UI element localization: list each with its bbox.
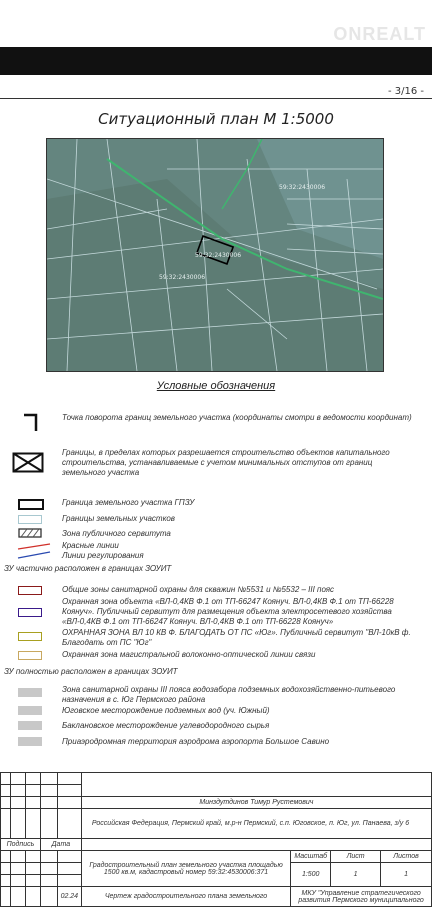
map-label-1: 59:32:2430006 [279, 184, 326, 191]
gray-swatch-4 [18, 737, 42, 746]
legend-item-a-1: Границы земельных участков [62, 514, 175, 523]
stamp-date-label: Дата [40, 839, 81, 851]
legend-turn-point: Точка поворота границ земельного участка (координаты смотри в ведомости координат) [62, 413, 412, 422]
fiber-zone-swatch [18, 651, 42, 660]
stamp-drawing: Чертеж градостроительного плана земельного [81, 887, 290, 907]
stamp-scale-value: 1:500 [291, 863, 331, 887]
stamp-sheet-value: 1 [331, 863, 381, 887]
building-limits-icon [12, 452, 44, 474]
stamp-author: Минздутдинов Тимур Рустемович [81, 797, 431, 809]
legend-item-c-3: Приаэродромная территория аэродрома аэропорта Большое Савино [62, 737, 330, 746]
servitude-zone-swatch [18, 528, 42, 538]
gpzu-boundary-swatch [18, 499, 44, 510]
viewer-header-bar [0, 47, 432, 75]
stamp-sheets-value: 1 [381, 863, 432, 887]
map-label-3: 59:32:2430006 [159, 274, 206, 281]
legend-item-b-1: Охранная зона объекта «ВЛ-0,4КВ Ф.1 от ТП-66247 Коянуч. ВЛ-0,4КВ Ф.1 от ТП-66228 Коянуч». Публичный сервитут для размещения объекта электросетевого хозяйства «ВЛ-0,4КВ Ф.1 от ТП-66247 Коянуч. ВЛ-0,4КВ Ф.1 от ТП-66228 Коянуч» [62, 597, 394, 626]
section-partial-heading: ЗУ частично расположен в границах ЗОУИТ [4, 564, 172, 573]
legend-item-c-0: Зона санитарной охраны III пояса водозабора подземных водохозяйственно-питьевого назначения в с. Юг Пермского района [62, 685, 396, 704]
gray-swatch-3 [18, 721, 42, 730]
red-blue-lines-icon [16, 541, 52, 561]
power-line-zone-swatch [18, 608, 42, 617]
title-block [0, 772, 432, 907]
legend-item-a-3: Красные линии [62, 541, 119, 550]
situational-map [46, 138, 384, 372]
legend-item-b-0: Общие зоны санитарной охраны для скважин №5531 и №5532 – III пояс [62, 585, 335, 594]
gray-swatch-1 [18, 688, 42, 697]
stamp-sheets-label: Листов [381, 851, 432, 863]
map-label-2: 59:32:2430006 [195, 252, 242, 259]
legend-item-a-2: Зона публичного сервитута [62, 529, 171, 538]
legend-item-c-2: Баклановское месторождение углеводородного сырья [62, 721, 270, 730]
page-number: - 3/16 - [387, 86, 424, 97]
legend-item-a-4: Линии регулирования [62, 551, 144, 560]
turn-point-icon [22, 412, 42, 432]
vl10-zone-swatch [18, 632, 42, 641]
plan-title: Ситуационный план М 1:5000 [98, 110, 334, 128]
legend-title: Условные обозначения [156, 380, 276, 392]
page-top-rule [0, 98, 432, 99]
legend-item-b-3: Охранная зона магистральной волоконно-оптической линии связи [62, 650, 316, 659]
stamp-sign-label: Подпись [1, 839, 41, 851]
stamp-org: МКУ "Управление стратегического развития Пермского муниципального [291, 887, 432, 907]
stamp-scale-label: Масштаб [291, 851, 331, 863]
section-full-heading: ЗУ полностью расположен в границах ЗОУИТ [4, 667, 178, 676]
watermark-logo: ONREALT [333, 24, 426, 44]
stamp-plan-desc: Градостроительный план земельного участка площадью 1500 кв.м, кадастровый номер 59:32:4530006:371 [81, 851, 290, 887]
legend-item-a-0: Граница земельного участка ГПЗУ [62, 498, 195, 507]
legend-item-c-1: Юговское месторождение подземных вод (уч. Южный) [62, 706, 270, 715]
sanitary-zone-swatch [18, 586, 42, 595]
parcel-boundary-swatch [18, 515, 42, 524]
stamp-address: Российская Федерация, Пермский край, м.р-н Пермский, с.п. Юговское, п. Юг, ул. Панаева, з/у 6 [81, 809, 431, 839]
stamp-sheet-label: Лист [331, 851, 381, 863]
legend-item-b-2: ОХРАННАЯ ЗОНА ВЛ 10 КВ Ф. БЛАГОДАТЬ ОТ ПС «Юг». Публичный сервитут "ВЛ-10кВ ф. Благодать от ПС "Юг" [62, 628, 411, 647]
legend-building-limits: Границы, в пределах которых разрешается строительство объектов капитального строительства, устанавливаемые с учетом минимальных отступов от границ земельного участка [62, 448, 390, 477]
gray-swatch-2 [18, 706, 42, 715]
map-graphic [47, 139, 383, 371]
stamp-date-value: 02.24 [57, 887, 81, 907]
